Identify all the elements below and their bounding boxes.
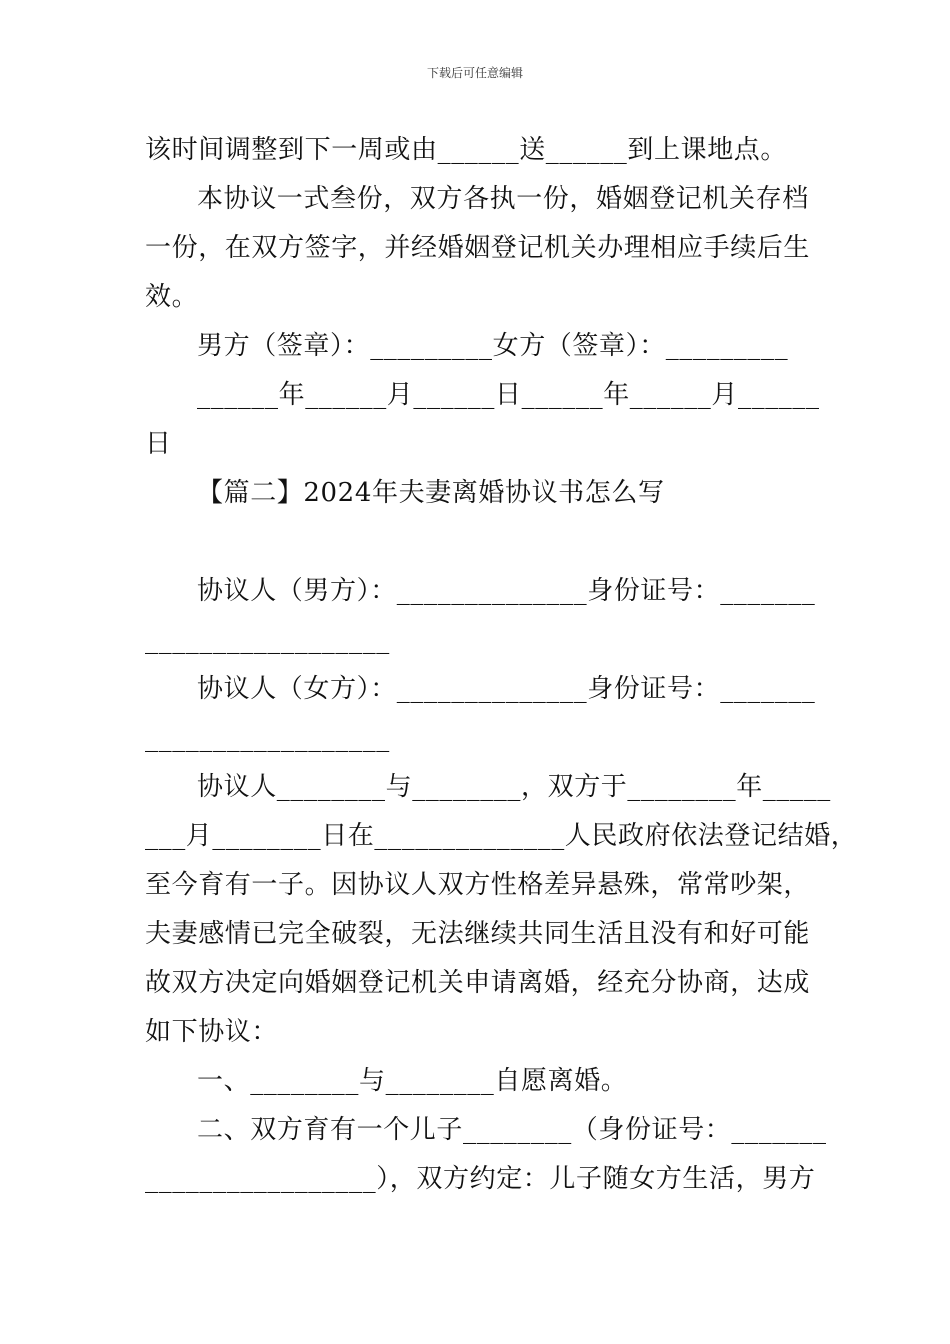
blank-line xyxy=(145,518,807,567)
paragraph-line: 协议人________与________，双方于________年_____ xyxy=(197,772,831,802)
paragraph-line: 日 xyxy=(145,429,172,459)
paragraph-line: 夫妻感情已完全破裂，无法继续共同生活且没有和好可能 xyxy=(145,919,811,949)
paragraph-line: 至今育有一子。因协议人双方性格差异悬殊，常常吵架， xyxy=(145,870,811,900)
signature-line: 男方（签章）：_________女方（签章）：_________ xyxy=(197,331,789,361)
date-line: ______年______月______日______年______月______ xyxy=(197,380,820,410)
paragraph-line: 效。 xyxy=(145,282,199,312)
party-female-line: 协议人（女方）：______________身份证号：_______ xyxy=(197,674,816,704)
paragraph-line: ___月________日在______________人民政府依法登记结婚， xyxy=(145,821,858,851)
paragraph-line: 本协议一式叁份，双方各执一份，婚姻登记机关存档 xyxy=(197,184,809,214)
party-male-line: 协议人（男方）：______________身份证号：_______ xyxy=(197,576,816,606)
paragraph-line: 一份，在双方签字，并经婚姻登记机关办理相应手续后生 xyxy=(145,233,811,263)
document-body xyxy=(145,126,858,1204)
clause-two: 二、双方育有一个儿子________（身份证号：_______ xyxy=(197,1115,827,1145)
paragraph-line: 如下协议： xyxy=(145,1017,279,1047)
party-male-id-line: __________________ xyxy=(145,625,390,655)
page-header: 下载后可任意编辑 xyxy=(426,66,523,80)
paragraph-line: 该时间调整到下一周或由______送______到上课地点。 xyxy=(145,135,788,165)
section-heading: 【篇二】2024年夫妻离婚协议书怎么写 xyxy=(197,478,665,508)
party-female-id-line: __________________ xyxy=(145,723,390,753)
paragraph-line: 故双方决定向婚姻登记机关申请离婚，经充分协商，达成 xyxy=(145,968,811,998)
clause-one: 一、________与________自愿离婚。 xyxy=(197,1066,628,1096)
paragraph-line: _________________），双方约定：儿子随女方生活，男方 xyxy=(145,1164,816,1194)
